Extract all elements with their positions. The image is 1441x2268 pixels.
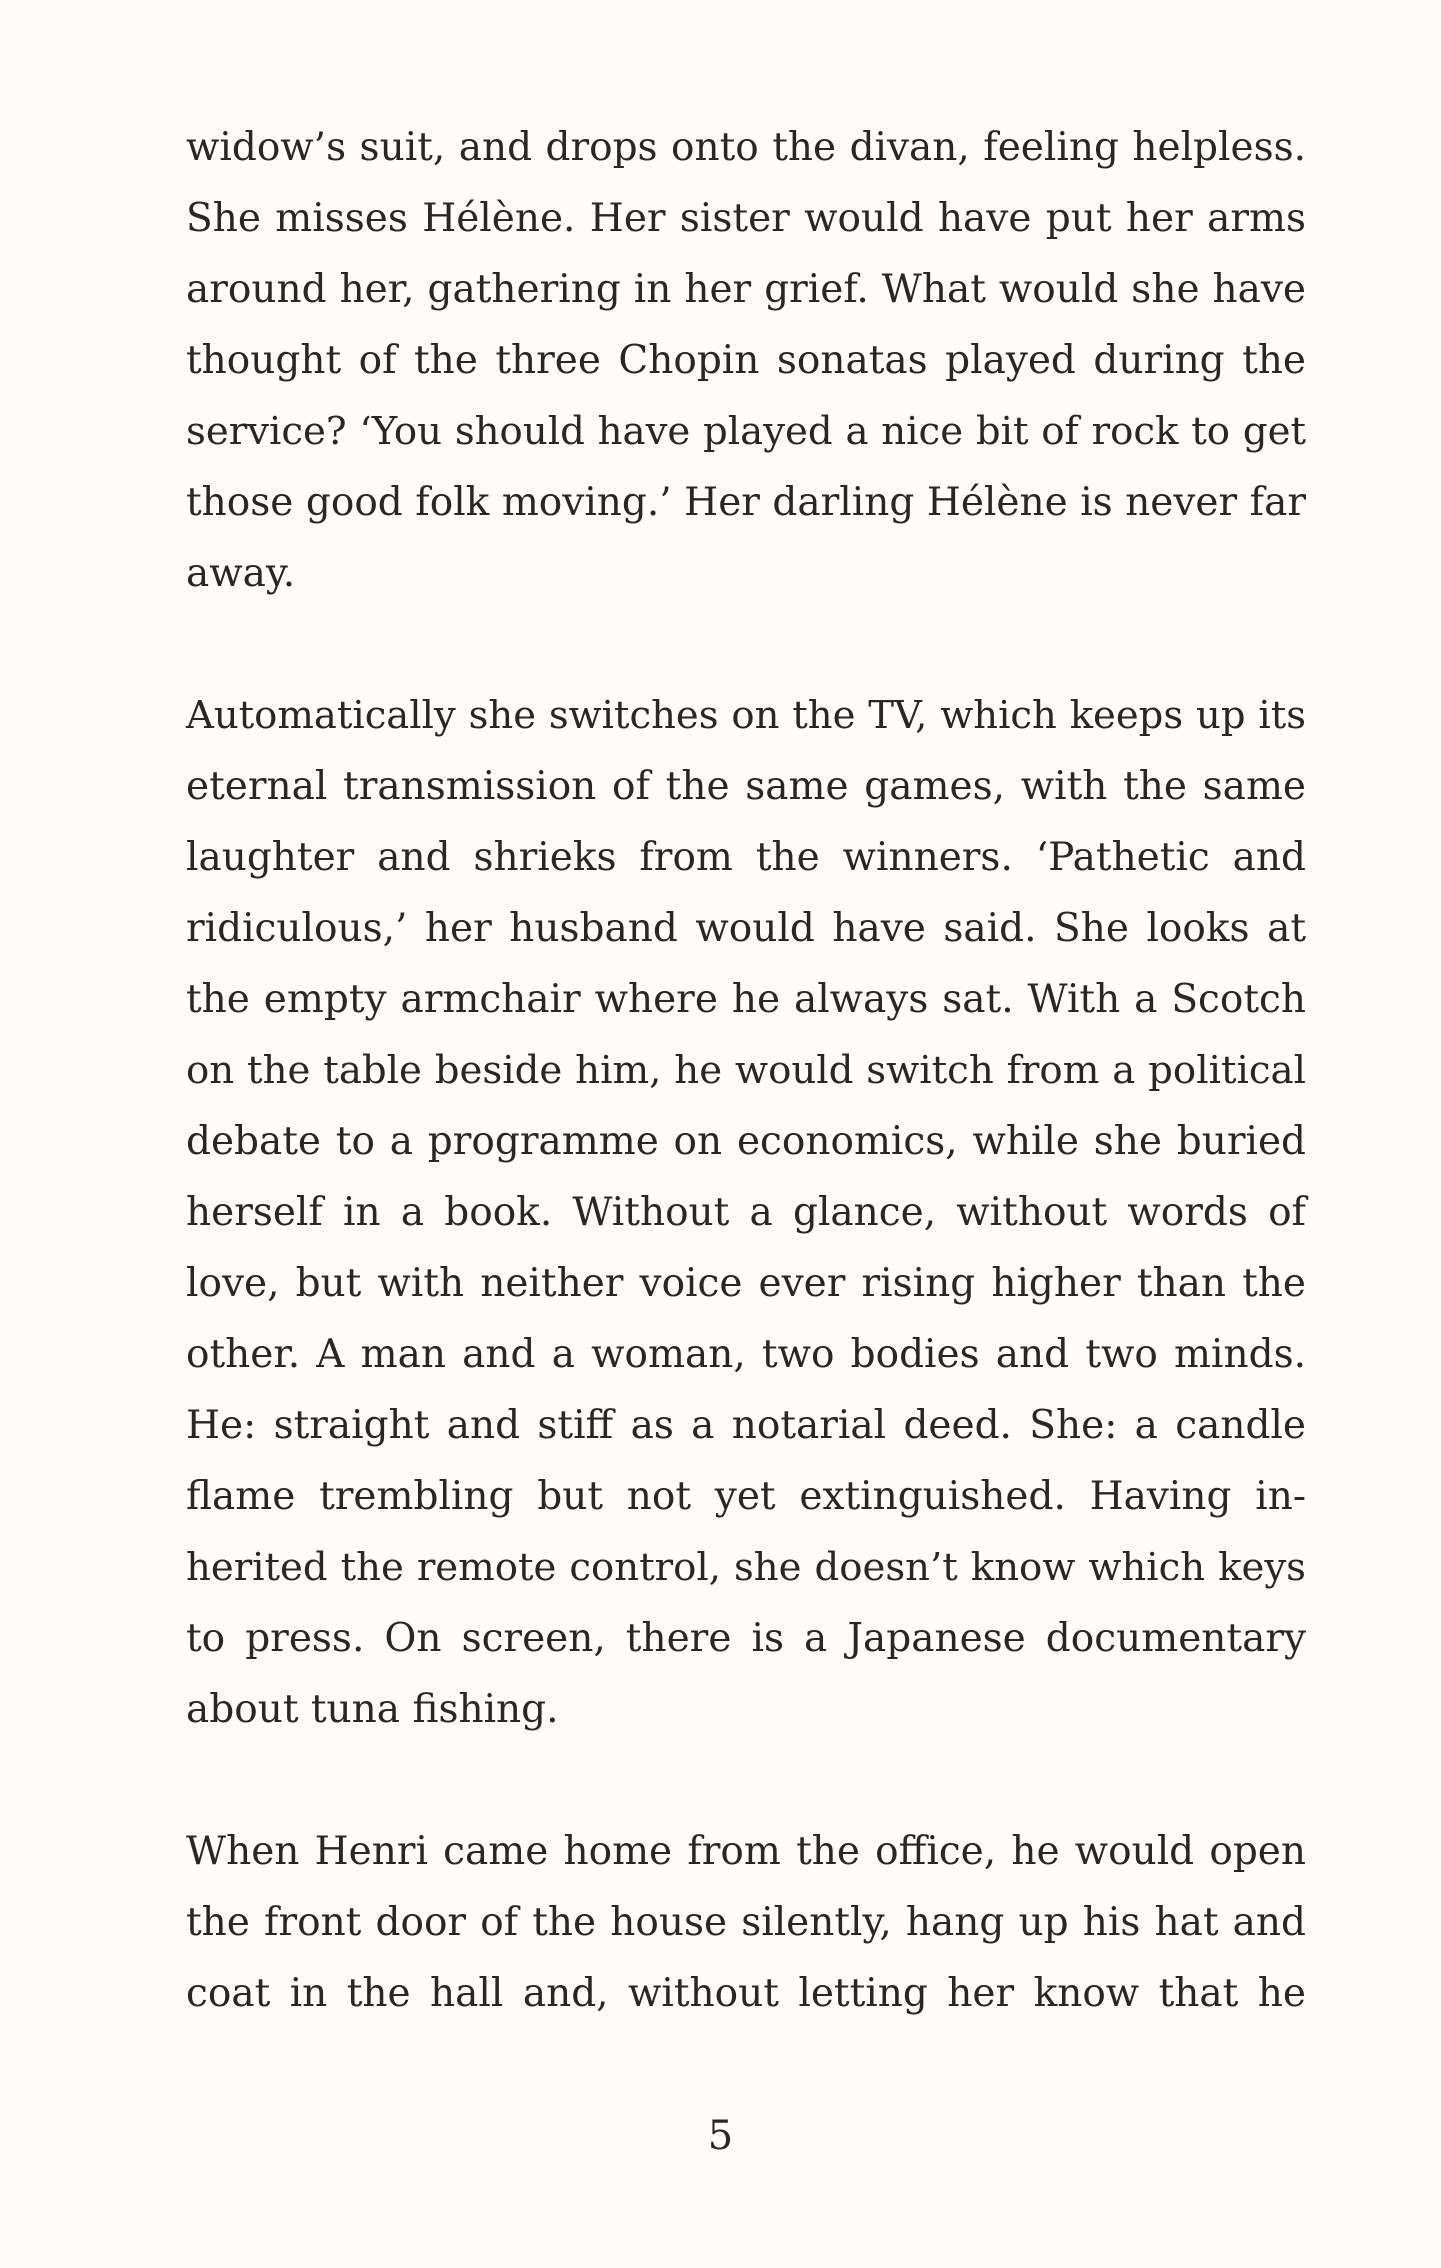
text-line: other. A man and a woman, two bodies and two minds. <box>186 1332 1306 1377</box>
text-line: Automatically she switches on the TV, which keeps up its <box>186 693 1306 738</box>
text-line: those good folk moving.’ Her darling Hélène is never far <box>186 480 1306 525</box>
text-line: eternal transmission of the same games, with the same <box>186 764 1306 809</box>
text-line: herited the remote control, she doesn’t know which keys <box>186 1545 1306 1590</box>
text-line: service? ‘You should have played a nice bit of rock to get <box>186 409 1306 454</box>
text-line: widow’s suit, and drops onto the divan, feeling helpless. <box>186 125 1306 170</box>
text-line: to press. On screen, there is a Japanese documentary <box>186 1616 1306 1661</box>
text-line: about tuna fishing. <box>186 1687 559 1732</box>
text-line: herself in a book. Without a glance, without words of <box>186 1190 1306 1235</box>
paragraph-1 <box>186 112 1306 609</box>
text-line: love, but with neither voice ever rising higher than the <box>186 1261 1306 1306</box>
text-line: on the table beside him, he would switch from a political <box>186 1048 1306 1093</box>
page-body <box>186 112 1306 2029</box>
text-line: the empty armchair where he always sat. With a Scotch <box>186 977 1306 1022</box>
text-line: ridiculous,’ her husband would have said. She looks at <box>186 906 1306 951</box>
text-line: away. <box>186 551 296 596</box>
page-number: 5 <box>707 2113 734 2159</box>
text-line: the front door of the house silently, hang up his hat and <box>186 1900 1306 1945</box>
text-line: coat in the hall and, without letting her know that he <box>186 1971 1306 2016</box>
text-line: laughter and shrieks from the winners. ‘Pathetic and <box>186 835 1306 880</box>
text-line: flame trembling but not yet extinguished. Having in- <box>186 1474 1306 1519</box>
text-line: She misses Hélène. Her sister would have put her arms <box>186 196 1306 241</box>
text-line: debate to a programme on economics, while she buried <box>186 1119 1306 1164</box>
paragraph-2 <box>186 680 1306 1745</box>
text-line: When Henri came home from the office, he would open <box>186 1829 1306 1874</box>
paragraph-3 <box>186 1816 1306 2029</box>
paragraph-gap <box>186 1745 1306 1816</box>
text-line: around her, gathering in her grief. What would she have <box>186 267 1306 312</box>
text-line: He: straight and stiff as a notarial deed. She: a candle <box>186 1403 1306 1448</box>
paragraph-gap <box>186 609 1306 680</box>
text-line: thought of the three Chopin sonatas played during the <box>186 338 1306 383</box>
